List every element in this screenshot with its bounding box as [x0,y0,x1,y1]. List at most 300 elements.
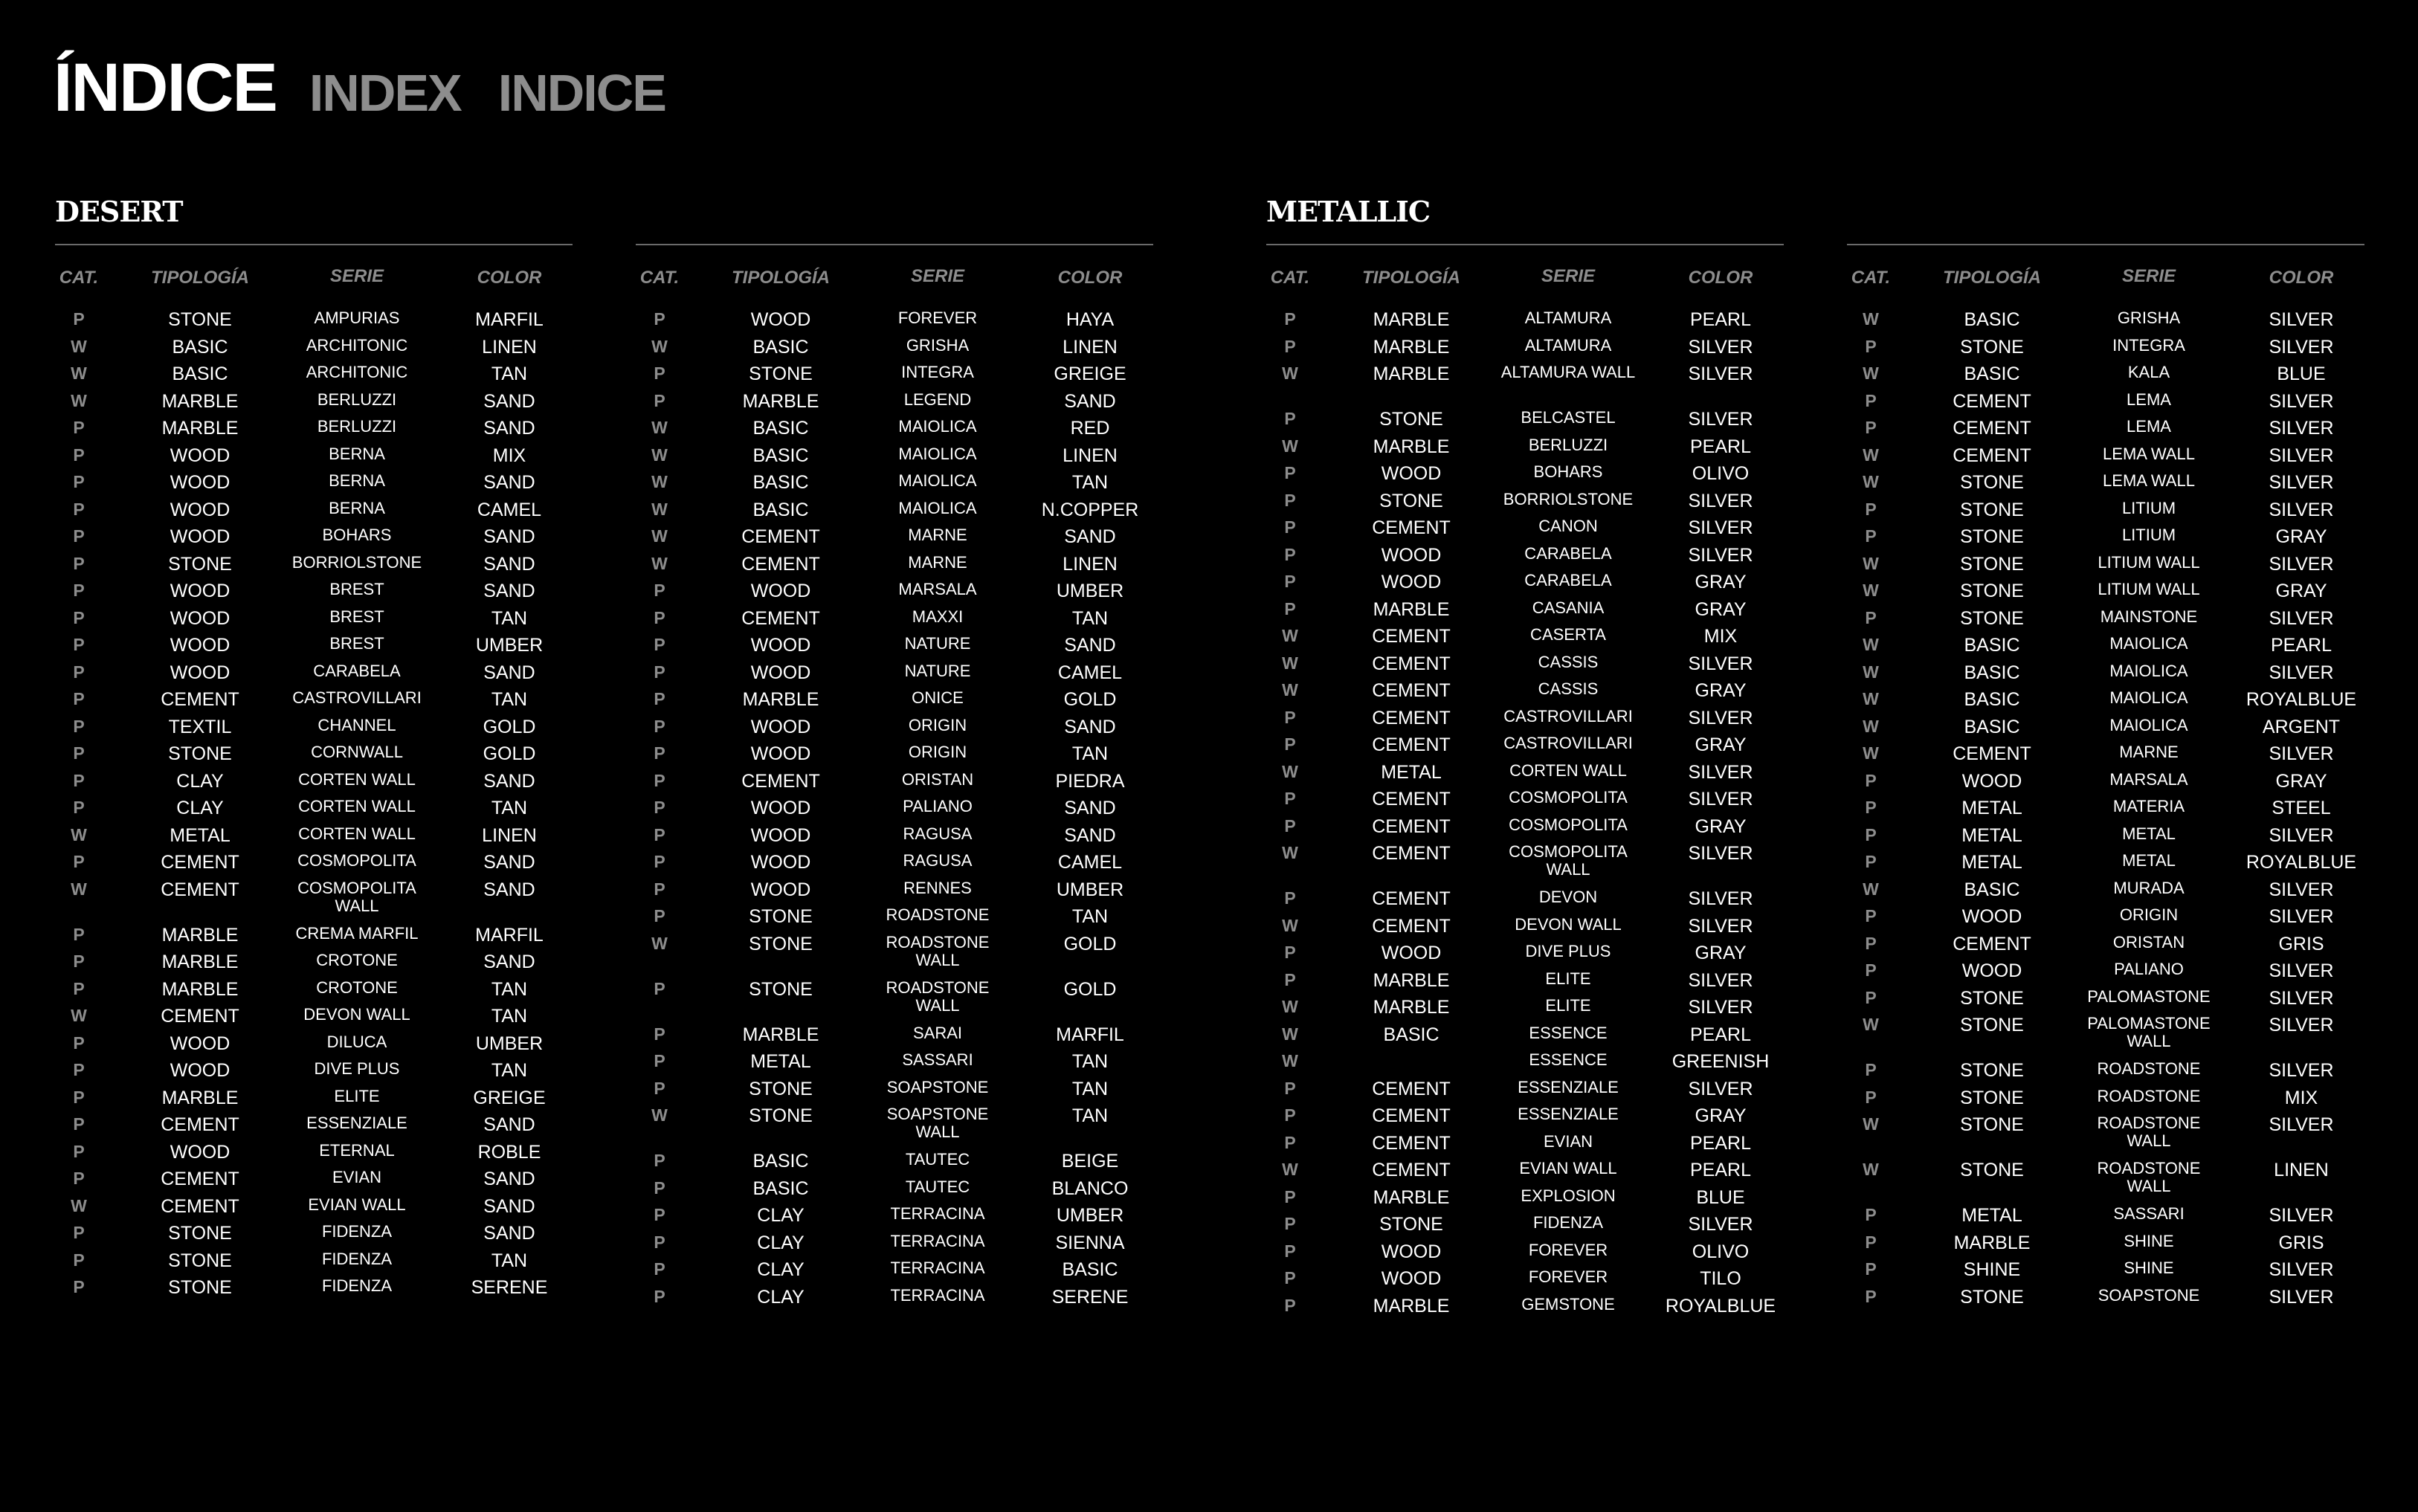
index-column [55,244,573,1303]
cell-tipologia: STONE [1960,607,2024,629]
cell-tipologia: MARBLE [1953,1232,2031,1253]
cell-tipologia: WOOD [1381,943,1442,963]
cell-color: MARFIL [475,309,544,330]
table-row [1266,1104,1784,1131]
cell-cat: P [654,635,665,654]
table-row [1266,407,1784,435]
cell-cat: P [1865,824,1877,844]
cell-tipologia: WOOD [170,526,230,547]
table-row [1266,1131,1784,1159]
cell-cat: P [73,1033,85,1053]
cell-cat: W [1282,626,1298,645]
cell-tipologia: MARBLE [161,1087,239,1108]
table-row [55,579,573,607]
cell-color: RED [1070,418,1110,439]
cell-serie: ALTAMURA [1524,308,1612,327]
cell-cat: W [1282,436,1298,456]
cell-color: SILVER [2269,1259,2334,1280]
header-serie: SERIE [2121,266,2176,286]
table-row [636,715,1153,743]
cell-serie: SASSARI [902,1050,973,1069]
cell-serie: FOREVER [1528,1240,1608,1259]
cell-serie: RAGUSA [903,824,973,843]
table-row [55,978,573,1005]
cell-serie: CORTEN WALL [1509,760,1627,780]
table-row [55,1167,573,1195]
cell-color: SILVER [2269,1286,2334,1308]
cell-color: SILVER [1688,1214,1753,1235]
cell-color: SILVER [2269,987,2334,1009]
cell-tipologia: BASIC [1964,364,2020,384]
cell-cat: P [73,1223,85,1242]
cell-tipologia: WOOD [750,743,811,764]
index-rows [1266,308,1784,1321]
cell-serie: CASTROVILLARI [1503,706,1633,726]
index-rows [636,308,1153,1312]
cell-color: UMBER [1056,1205,1124,1226]
cell-cat: P [1865,987,1877,1007]
table-row [1266,624,1784,652]
cell-color: MIX [492,445,526,466]
cell-serie: BREST [329,634,384,653]
cell-tipologia: MARBLE [1373,436,1450,457]
cell-tipologia: METAL [750,1051,811,1072]
cell-cat: P [73,1277,85,1296]
cell-cat: P [1284,336,1296,356]
cell-tipologia: CEMENT [161,689,239,710]
cell-tipologia: STONE [1379,1214,1443,1235]
cell-tipologia: CEMENT [1372,1160,1451,1180]
table-row [1266,841,1784,887]
cell-serie: CARABELA [1524,543,1612,563]
cell-cat: W [1282,843,1298,862]
cell-serie: CASANIA [1532,598,1605,617]
cell-cat: P [1284,815,1296,836]
table-row [1266,570,1784,598]
cell-cat: P [1865,499,1877,519]
cell-tipologia: MARBLE [1373,336,1450,358]
table-row [1847,552,2364,580]
cell-color: N.COPPER [1041,499,1139,520]
index-rows [55,308,573,1303]
cell-cat: P [1865,906,1877,925]
cell-tipologia: WOOD [170,445,230,466]
cell-color: SILVER [1688,969,1753,991]
cell-cat: P [654,364,665,383]
cell-serie: CHANNEL [317,715,396,734]
table-row [55,1113,573,1140]
cell-color: GRIS [2278,1232,2324,1253]
cell-serie: CREMA MARFIL [295,923,419,943]
table-row [1847,390,2364,417]
table-row [1847,1113,2364,1158]
cell-cat: P [654,1177,665,1198]
cell-serie: CROTONE [316,951,398,969]
cell-color: SERENE [471,1277,548,1298]
header-serie: SERIE [1541,266,1596,286]
cell-color: TAN [491,689,528,710]
cell-tipologia: WOOD [1381,1268,1442,1289]
cell-serie: ONICE [912,688,964,707]
table-row [55,308,573,335]
cell-color: MIX [2284,1087,2318,1108]
cell-serie: MAIOLICA [898,417,977,436]
table-row [1266,706,1784,734]
cell-tipologia: BASIC [172,364,228,384]
table-row [1847,905,2364,932]
cell-color: PEARL [2271,635,2332,656]
table-row [636,1023,1153,1050]
cell-cat: W [1863,309,1879,329]
table-row [1847,1013,2364,1059]
cell-tipologia: CEMENT [1372,1132,1451,1154]
table-row [55,390,573,417]
table-row [636,498,1153,526]
cell-color: SILVER [2269,445,2334,466]
cell-tipologia: CEMENT [741,526,820,547]
cell-tipologia: CEMENT [1953,933,2031,954]
table-row [55,335,573,363]
table-row [1266,815,1784,842]
cell-color: SILVER [1688,409,1753,430]
cell-tipologia: BASIC [752,336,809,358]
table-row [1266,787,1784,815]
table-row [1266,1212,1784,1240]
cell-tipologia: METAL [1961,852,2022,873]
cell-tipologia: CEMENT [1372,1078,1451,1099]
cell-serie: CASSIS [1538,679,1599,698]
cell-color: SAND [1064,390,1116,412]
cell-tipologia: BASIC [1964,309,2020,330]
cell-tipologia: STONE [1960,1060,2024,1081]
cell-tipologia: STONE [749,906,813,927]
cell-tipologia: TEXTIL [168,716,232,737]
cell-tipologia: CEMENT [1372,789,1451,810]
cell-tipologia: CLAY [757,1259,805,1280]
cell-tipologia: WOOD [750,852,811,873]
table-row [1847,471,2364,498]
cell-tipologia: WOOD [170,581,230,601]
table-row [1266,914,1784,942]
cell-color: CAMEL [477,499,542,520]
cell-cat: W [1863,879,1879,899]
cell-tipologia: METAL [1381,761,1442,783]
cell-cat: P [1284,888,1296,908]
cell-tipologia: WOOD [750,581,811,601]
table-row [1847,416,2364,444]
page-title [54,49,703,131]
cell-cat: P [1865,960,1877,980]
cell-color: SAND [1064,526,1116,547]
cell-cat: P [1865,390,1877,410]
table-row [55,525,573,552]
cell-cat: W [1863,689,1879,708]
table-row [1266,733,1784,760]
cell-color: SILVER [2269,824,2334,846]
cell-cat: P [1284,1295,1296,1315]
cell-cat: W [1863,445,1879,465]
cell-color: SILVER [2269,1060,2334,1081]
table-row [1847,796,2364,824]
cell-tipologia: METAL [170,824,230,846]
cell-color: TAN [1071,1105,1109,1126]
cell-cat: W [1282,761,1298,781]
cell-color: SILVER [2269,1015,2334,1036]
cell-cat: P [73,581,85,600]
cell-color: TAN [491,607,528,629]
cell-serie: BERNA [329,444,385,463]
cell-serie: GEMSTONE [1521,1294,1615,1314]
cell-cat: P [73,1250,85,1270]
cell-serie: BERNA [329,498,385,517]
table-row [636,688,1153,715]
cell-serie: MAIOLICA [2109,634,2188,653]
cell-color: SERENE [1051,1286,1129,1308]
cell-serie: ROADSTONE WALL [886,978,990,1015]
cell-cat: W [1282,1051,1298,1070]
cell-tipologia: CEMENT [1372,915,1451,937]
table-row [55,923,573,951]
cell-serie: ROADSTONE WALL [886,932,990,969]
table-row [636,1050,1153,1077]
cell-serie: MAIOLICA [898,471,977,490]
cell-color: SILVER [2269,336,2334,358]
cell-tipologia: WOOD [750,798,811,818]
cell-cat: P [73,743,85,763]
cell-serie: MAIOLICA [898,498,977,517]
table-row [1266,516,1784,543]
cell-tipologia: CEMENT [161,1169,239,1189]
cell-color: GREENISH [1671,1051,1770,1072]
cell-color: SILVER [1688,843,1753,864]
table-row [55,742,573,769]
cell-cat: P [73,770,85,790]
cell-cat: W [71,336,87,356]
cell-color: LINEN [1063,445,1118,466]
cell-serie: BERLUZZI [317,417,397,436]
cell-tipologia: BASIC [1383,1024,1439,1045]
cell-serie: ELITE [334,1086,380,1105]
cell-color: SILVER [2269,1114,2334,1135]
cell-tipologia: STONE [1960,1015,2024,1036]
cell-tipologia: WOOD [750,635,811,656]
table-row [1847,1086,2364,1114]
cell-color: UMBER [1056,879,1124,900]
cell-serie: MAIOLICA [2109,688,2188,707]
cell-cat: W [1863,1114,1879,1134]
cell-cat: W [1863,364,1879,383]
cell-cat: P [73,526,85,546]
cell-color: TAN [1071,743,1109,764]
cell-color: SILVER [1688,997,1753,1018]
cell-serie: ESSENCE [1529,1050,1608,1069]
cell-cat: P [73,978,85,998]
cell-color: ARGENT [2262,716,2341,737]
cell-serie: AMPURIAS [314,308,400,327]
cell-color: SAND [1064,798,1116,818]
cell-cat: P [73,472,85,491]
cell-tipologia: MARBLE [742,689,819,710]
cell-tipologia: STONE [168,553,232,575]
table-row [1266,1050,1784,1077]
cell-tipologia: CEMENT [1372,517,1451,538]
cell-color: TAN [1071,1051,1109,1072]
cell-color: SILVER [1688,653,1753,674]
cell-color: PEARL [1690,1024,1751,1045]
cell-serie: ORISTAN [901,769,974,789]
cell-serie: TAUTEC [905,1150,970,1169]
cell-tipologia: BASIC [1964,662,2020,683]
table-row [636,335,1153,363]
cell-tipologia: MARBLE [161,952,239,972]
cell-serie: ETERNAL [319,1140,395,1160]
table-row [1266,543,1784,571]
cell-tipologia: CEMENT [1953,445,2031,466]
cell-tipologia: STONE [1960,526,2024,547]
cell-cat: P [1865,1259,1877,1279]
title-es: ÍNDICE [54,50,277,126]
cell-tipologia: STONE [1960,1160,2024,1180]
cell-tipologia: CEMENT [1372,843,1451,864]
cell-color: PEARL [1690,1160,1751,1180]
cell-serie: ARCHITONIC [306,335,408,355]
cell-serie: PALIANO [2114,960,2184,978]
table-row [1266,1077,1784,1105]
cell-cat: P [1284,707,1296,727]
cell-color: SAND [483,1169,535,1189]
cell-tipologia: MARBLE [1373,1295,1450,1316]
cell-color: TILO [1700,1268,1741,1289]
table-row [636,416,1153,444]
cell-cat: W [1863,553,1879,573]
cell-tipologia: BASIC [172,336,228,358]
cell-cat: P [1284,1241,1296,1261]
cell-tipologia: CEMENT [1372,1105,1451,1126]
table-row [1266,335,1784,363]
cell-cat: P [73,1060,85,1079]
cell-cat: P [654,1051,665,1070]
cell-cat: P [73,553,85,573]
cell-serie: COSMOPOLITA [1509,815,1628,834]
cell-cat: W [1282,653,1298,673]
header-cat: CAT. [59,268,99,288]
cell-color: GOLD [483,716,536,737]
cell-color: GOLD [1063,933,1117,954]
cell-serie: ARCHITONIC [306,363,408,381]
cell-color: TAN [491,364,528,384]
cell-serie: ALTAMURA WALL [1500,363,1636,381]
cell-serie: TERRACINA [890,1285,985,1305]
title-it: INDICE [497,64,665,122]
cell-serie: LITIUM WALL [2098,580,2200,598]
cell-tipologia: CEMENT [1953,743,2031,764]
cell-serie: CASERTA [1530,625,1606,644]
cell-cat: W [71,879,87,899]
cell-cat: P [654,743,665,763]
cell-color: SAND [483,418,535,439]
cell-serie: FOREVER [1528,1267,1608,1286]
table-row [636,525,1153,552]
cell-cat: P [654,581,665,600]
cell-color: BLANCO [1051,1177,1129,1199]
table-row [1266,1294,1784,1322]
cell-tipologia: CLAY [176,770,224,792]
cell-cat: P [73,924,85,944]
cell-serie: SARAI [912,1023,963,1042]
cell-cat: W [71,1195,87,1215]
table-row [55,1249,573,1276]
cell-serie: BOHARS [322,526,392,544]
cell-serie: ROADSTONE [2097,1059,2201,1078]
cell-cat: W [71,364,87,383]
table-row [636,1285,1153,1313]
table-row [1847,1258,2364,1285]
cell-color: SAND [483,581,535,601]
cell-tipologia: CEMENT [161,1195,239,1217]
cell-cat: W [651,418,668,437]
table-row [636,633,1153,661]
table-row [636,661,1153,688]
table-row [636,362,1153,390]
header-color: COLOR [2269,268,2334,288]
cell-color: SAND [483,1114,535,1135]
cell-cat: P [1865,1205,1877,1224]
cell-tipologia: MARBLE [1373,364,1450,384]
cell-cat: P [654,798,665,817]
cell-tipologia: METAL [1961,1205,2022,1226]
cell-color: SILVER [2269,499,2334,520]
cell-cat: P [1865,933,1877,953]
cell-tipologia: CEMENT [741,553,820,575]
cell-tipologia: STONE [1960,1114,2024,1135]
table-row [1847,769,2364,797]
cell-color: GOLD [1063,978,1117,1000]
cell-cat: P [73,1141,85,1161]
cell-serie: ORIGIN [908,743,967,761]
cell-cat: P [1865,1087,1877,1107]
cell-cat: P [1284,598,1296,618]
table-row [1847,579,2364,607]
table-row [55,1195,573,1222]
cell-tipologia: CEMENT [741,770,820,792]
cell-color: STEEL [2272,798,2331,818]
cell-cat: W [1863,1160,1879,1179]
cell-cat: W [1863,1015,1879,1034]
table-row [1266,887,1784,914]
cell-serie: CASTROVILLARI [292,688,422,707]
cell-tipologia: WOOD [1381,1241,1442,1262]
cell-color: SILVER [2269,879,2334,900]
table-row [1266,1158,1784,1186]
table-row [1847,607,2364,634]
table-row [55,661,573,688]
cell-tipologia: CEMENT [161,1006,239,1027]
cell-color: BLUE [2277,364,2326,384]
table-row [55,1086,573,1114]
cell-tipologia: WOOD [750,309,811,330]
cell-color: ROYALBLUE [2245,689,2357,710]
cell-serie: ESSENZIALE [306,1114,407,1132]
table-row [1847,308,2364,335]
cell-cat: W [1863,662,1879,682]
table-row [1266,1023,1784,1050]
cell-serie: RENNES [903,878,972,897]
table-row [1847,824,2364,851]
cell-tipologia: STONE [168,309,232,330]
cell-color: SILVER [2269,960,2334,981]
cell-serie: TERRACINA [890,1259,985,1277]
cell-color: GRAY [1695,734,1747,755]
